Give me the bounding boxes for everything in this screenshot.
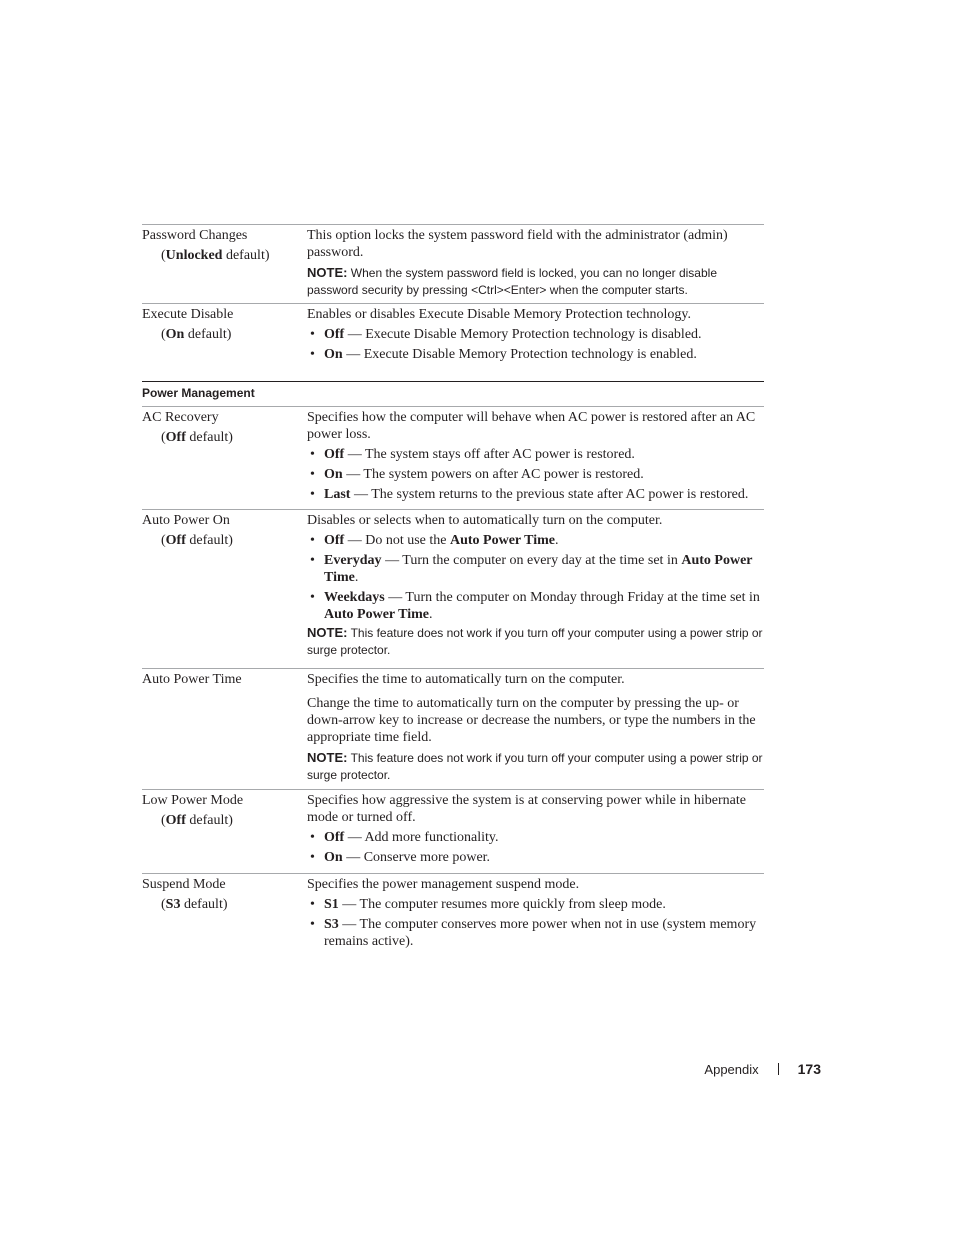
table-row — [142, 303, 764, 381]
bullet-text: . — [429, 607, 433, 622]
bullet-text: — Execute Disable Memory Protection technology is disabled. — [344, 327, 702, 342]
description-cell — [307, 512, 764, 668]
bullet-term: Weekdays — [324, 590, 385, 605]
list-item — [307, 326, 764, 343]
footer-divider — [778, 1063, 779, 1075]
bullet-text: — The system stays off after AC power is restored. — [344, 447, 635, 462]
option-cell — [142, 306, 307, 381]
list-item — [307, 466, 764, 483]
option-cell — [142, 792, 307, 873]
bullet-text: — Execute Disable Memory Protection technology is enabled. — [342, 347, 697, 362]
bullet-term: Off — [324, 830, 345, 845]
bullet-term: Last — [324, 487, 351, 502]
option-cell — [142, 671, 307, 789]
bullet-term: Auto Power Time — [324, 553, 753, 585]
description-text: Enables or disables Execute Disable Memory Protection technology. — [307, 307, 691, 322]
bullet-term: Off — [324, 327, 345, 342]
table-row — [142, 224, 764, 303]
option-cell — [142, 227, 307, 303]
description-text: Disables or selects when to automatically turn on the computer. — [307, 513, 663, 528]
bullet-icon: • — [310, 850, 315, 865]
bullet-text: — Turn the computer on Monday through Friday at the time set in — [384, 590, 760, 605]
bullet-text: — The system powers on after AC power is restored. — [342, 467, 644, 482]
note-label: NOTE: — [307, 625, 348, 640]
note — [307, 264, 764, 299]
bullet-text: — Turn the computer on every day at the time set in — [381, 553, 682, 568]
bullet-term: Everyday — [324, 553, 382, 568]
bullet-term: S1 — [324, 897, 339, 912]
bullet-text: — The system returns to the previous state after AC power is restored. — [350, 487, 749, 502]
bullet-icon: • — [310, 327, 315, 342]
list-item — [307, 896, 764, 913]
option-name: Password Changes — [142, 228, 248, 243]
list-item — [307, 552, 764, 586]
option-cell — [142, 512, 307, 668]
table-row — [142, 789, 764, 873]
bullet-text: — Do not use the — [344, 533, 450, 548]
bullet-icon: • — [310, 447, 315, 462]
default-word: default — [189, 533, 229, 548]
bullet-term: Off — [324, 533, 345, 548]
option-name: Auto Power On — [142, 513, 230, 528]
bullet-text: . — [354, 570, 359, 585]
option-name: Suspend Mode — [142, 877, 226, 892]
bullet-text: — Conserve more power. — [342, 850, 491, 865]
bullet-term: Off — [324, 447, 345, 462]
option-default: (On default) — [161, 327, 232, 342]
default-word: default — [189, 430, 229, 445]
description-cell — [307, 876, 764, 956]
bullet-term: On — [324, 467, 343, 482]
description-cell — [307, 409, 764, 509]
bullet-text: — The computer conserves more power when not in use (system memory remains active). — [324, 917, 757, 949]
default-value: On — [165, 327, 185, 342]
bullet-term: Auto Power Time — [324, 607, 429, 622]
footer-section-label: Appendix — [704, 1061, 759, 1077]
note — [307, 749, 764, 784]
default-word: default — [225, 248, 265, 263]
description-cell — [307, 227, 764, 303]
default-value: Off — [165, 430, 186, 445]
note — [307, 624, 764, 659]
bullet-icon: • — [310, 467, 315, 482]
description-text: Specifies how the computer will behave when AC power is restored after an AC power loss. — [307, 410, 756, 442]
option-name: AC Recovery — [142, 410, 219, 425]
list-item — [307, 346, 764, 363]
option-name: Auto Power Time — [142, 672, 242, 687]
bullet-icon: • — [310, 590, 315, 605]
bullet-icon: • — [310, 917, 315, 932]
list-item — [307, 916, 764, 950]
bullet-text: . — [554, 533, 559, 548]
table-row — [142, 509, 764, 668]
description-cell — [307, 792, 764, 873]
bullet-icon: • — [310, 553, 315, 568]
bullet-icon: • — [310, 347, 315, 362]
table-row — [142, 668, 764, 789]
note-text: This feature does not work if you turn off your computer using a power strip or surge protector. — [307, 751, 763, 782]
list-item — [307, 589, 764, 623]
note-text: When the system password field is locked, you can no longer disable password security by pressing <Ctrl><Enter> when the computer starts. — [307, 266, 717, 297]
bullet-text: — Add more functionality. — [344, 830, 499, 845]
bullet-term: On — [324, 347, 343, 362]
description-text: Change the time to automatically turn on the computer by pressing the up- or down-arrow key to increase or decrease the numbers, or type the numbers in the appropriate time field. — [307, 696, 756, 745]
note-label: NOTE: — [307, 750, 348, 765]
default-word: default — [189, 813, 229, 828]
list-item — [307, 829, 764, 846]
table-row — [142, 873, 764, 956]
option-default: (S3 default) — [161, 897, 228, 912]
default-word: default — [183, 897, 223, 912]
description-text: Specifies how aggressive the system is at conserving power while in hibernate mode or turned off. — [307, 793, 746, 825]
default-value: S3 — [165, 897, 181, 912]
list-item — [307, 446, 764, 463]
note-label: NOTE: — [307, 265, 348, 280]
table-row — [142, 406, 764, 509]
settings-table — [142, 224, 764, 956]
option-default: (Off default) — [161, 533, 233, 548]
option-cell — [142, 876, 307, 956]
bullet-text: — The computer resumes more quickly from sleep mode. — [338, 897, 666, 912]
bullet-term: Auto Power Time — [449, 533, 555, 548]
default-value: Unlocked — [165, 248, 223, 263]
option-name: Low Power Mode — [142, 793, 244, 808]
bullet-icon: • — [310, 830, 315, 845]
option-name: Execute Disable — [142, 307, 234, 322]
description-cell — [307, 306, 764, 381]
description-text: Specifies the time to automatically turn on the computer. — [307, 672, 625, 687]
description-cell — [307, 671, 764, 789]
list-item — [307, 486, 764, 503]
note-text: This feature does not work if you turn off your computer using a power strip or surge protector. — [307, 626, 763, 657]
option-default: (Off default) — [161, 430, 233, 445]
default-word: default — [187, 327, 227, 342]
bullet-term: On — [324, 850, 343, 865]
page-number: 173 — [797, 1061, 821, 1077]
bullet-term: S3 — [324, 917, 339, 932]
list-item — [307, 849, 764, 866]
option-default: (Unlocked default) — [161, 248, 270, 263]
option-cell — [142, 409, 307, 509]
bullet-icon: • — [310, 897, 315, 912]
description-text: This option locks the system password field with the administrator (admin) password. — [307, 228, 728, 260]
bullet-icon: • — [310, 487, 315, 502]
bullet-icon: • — [310, 533, 315, 548]
option-default: (Off default) — [161, 813, 233, 828]
default-value: Off — [165, 533, 186, 548]
list-item — [307, 532, 764, 549]
section-heading: Power Management — [142, 381, 764, 406]
page-footer — [704, 1061, 821, 1077]
description-text: Specifies the power management suspend mode. — [307, 877, 580, 892]
default-value: Off — [165, 813, 186, 828]
